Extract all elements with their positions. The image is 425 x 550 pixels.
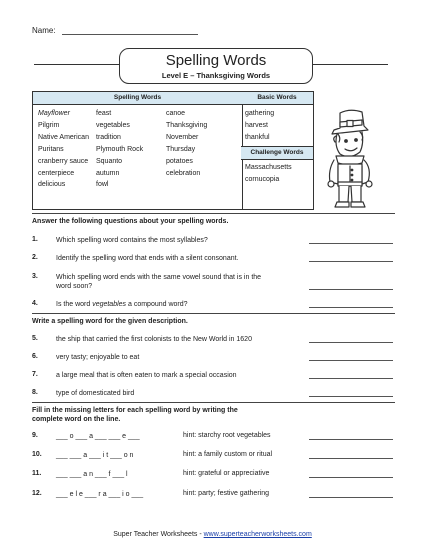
spelling-word <box>166 179 236 191</box>
question-text-emphasis: vegetables <box>92 301 127 308</box>
spelling-word: Native American <box>38 133 89 141</box>
answer-line-3[interactable] <box>309 289 393 290</box>
letter-pattern: ___ o ___ a ___ ___ e ___ <box>56 433 140 440</box>
name-line[interactable] <box>62 26 198 35</box>
question-number: 1. <box>32 236 38 243</box>
question-number: 4. <box>32 300 38 307</box>
question-number: 8. <box>32 389 38 396</box>
spelling-word: Plymouth Rock <box>96 145 144 153</box>
spelling-word: Thursday <box>166 145 196 153</box>
question-text: Identify the spelling word that ends with a silent consonant. <box>56 255 239 262</box>
question-text <box>56 300 188 309</box>
divider <box>32 213 395 214</box>
question-text: type of domesticated bird <box>56 390 135 397</box>
question-number: 5. <box>32 335 38 342</box>
question-text-continued: word soon? <box>56 283 93 290</box>
spelling-word: canoe <box>166 110 186 117</box>
section-header-line-2: complete word on the line. <box>32 415 121 423</box>
answer-line-10[interactable] <box>309 458 393 459</box>
section-header-questions: Answer the following questions about your spelling words. <box>32 218 229 225</box>
spelling-word: Squanto <box>96 157 123 165</box>
question-number: 12. <box>32 490 42 497</box>
basic-words-table <box>241 91 314 210</box>
challenge-word: cornucopia <box>245 175 280 183</box>
challenge-words-list <box>241 162 313 186</box>
answer-line-1[interactable] <box>309 243 393 244</box>
question-text-pre: Is the word <box>56 301 93 308</box>
footer-link[interactable]: www.superteacherworksheets.com <box>203 531 312 538</box>
question-number: 7. <box>32 371 38 378</box>
answer-line-7[interactable] <box>309 378 393 379</box>
answer-line-6[interactable] <box>309 360 393 361</box>
question-number: 11. <box>32 470 42 477</box>
spelling-word: Pilgrim <box>38 121 60 129</box>
question-number: 2. <box>32 254 38 261</box>
basic-words-header: Basic Words <box>241 92 313 105</box>
question-text: Which spelling word ends with the same vowel sound that is in the <box>56 274 262 281</box>
spelling-words-header: Spelling Words <box>33 92 242 105</box>
footer-text: Super Teacher Worksheets - <box>113 531 204 538</box>
question-text: a large meal that is often eaten to mark a special occasion <box>56 372 237 379</box>
question-number: 6. <box>32 353 38 360</box>
spelling-word: potatoes <box>166 157 193 165</box>
spelling-word: cranberry sauce <box>38 157 89 165</box>
letter-pattern: ___ e l e ___ r a ___ i o ___ <box>56 491 144 498</box>
divider <box>32 402 395 403</box>
pilgrim-boy-illustration <box>318 108 382 212</box>
question-number: 9. <box>32 432 38 439</box>
hint-text: hint: party; festive gathering <box>183 490 269 497</box>
hint-text: hint: starchy root vegetables <box>183 432 271 439</box>
answer-line-5[interactable] <box>309 342 393 343</box>
challenge-word: Massachusetts <box>245 163 292 171</box>
question-text: Which spelling word contains the most syllables? <box>56 237 208 244</box>
divider <box>32 313 395 314</box>
footer <box>0 531 425 538</box>
answer-line-2[interactable] <box>309 261 393 262</box>
spelling-word: Mayflower <box>38 110 70 117</box>
name-field <box>32 26 198 35</box>
page-title: Spelling Words <box>165 52 267 69</box>
spelling-word: autumn <box>96 169 120 177</box>
spelling-word: November <box>166 133 199 141</box>
spelling-word: delicious <box>38 181 66 189</box>
section-header-fill-in <box>32 407 322 424</box>
answer-line-8[interactable] <box>309 396 393 397</box>
spelling-word: centerpiece <box>38 169 75 177</box>
hint-text: hint: grateful or appreciative <box>183 470 270 477</box>
answer-line-12[interactable] <box>309 497 393 498</box>
letter-pattern: ___ ___ a n ___ f ___ l <box>56 471 128 478</box>
basic-word: harvest <box>245 121 268 129</box>
question-text: very tasty; enjoyable to eat <box>56 354 140 361</box>
letter-pattern: ___ ___ a ___ i t ___ o n <box>56 452 134 459</box>
question-number: 10. <box>32 451 42 458</box>
title-box <box>119 48 313 84</box>
question-number: 3. <box>32 273 38 280</box>
basic-word: gathering <box>245 110 275 117</box>
basic-words-list <box>241 105 313 144</box>
question-text-post: a compound word? <box>126 301 188 308</box>
page-subtitle: Level E – Thanksgiving Words <box>161 71 271 80</box>
basic-word: thankful <box>245 133 270 141</box>
section-header-descriptions: Write a spelling word for the given description. <box>32 318 188 325</box>
spelling-word: Thanksgiving <box>166 121 208 129</box>
spelling-word: feast <box>96 110 112 117</box>
spelling-word: fowl <box>96 181 109 189</box>
spelling-word: Puritans <box>38 145 64 153</box>
answer-line-4[interactable] <box>309 307 393 308</box>
spelling-word: celebration <box>166 169 201 177</box>
spelling-word: tradition <box>96 133 121 141</box>
spelling-words-table <box>32 91 243 210</box>
spelling-word: vegetables <box>96 121 130 129</box>
question-text: the ship that carried the first colonists to the New World in 1620 <box>56 336 252 343</box>
hint-text: hint: a family custom or ritual <box>183 451 273 458</box>
spelling-words-grid <box>33 105 242 191</box>
section-header-line-1: Fill in the missing letters for each spelling word by writing the <box>32 407 238 414</box>
answer-line-11[interactable] <box>309 477 393 478</box>
name-label: Name: <box>32 26 56 35</box>
answer-line-9[interactable] <box>309 439 393 440</box>
challenge-words-header: Challenge Words <box>241 146 313 160</box>
